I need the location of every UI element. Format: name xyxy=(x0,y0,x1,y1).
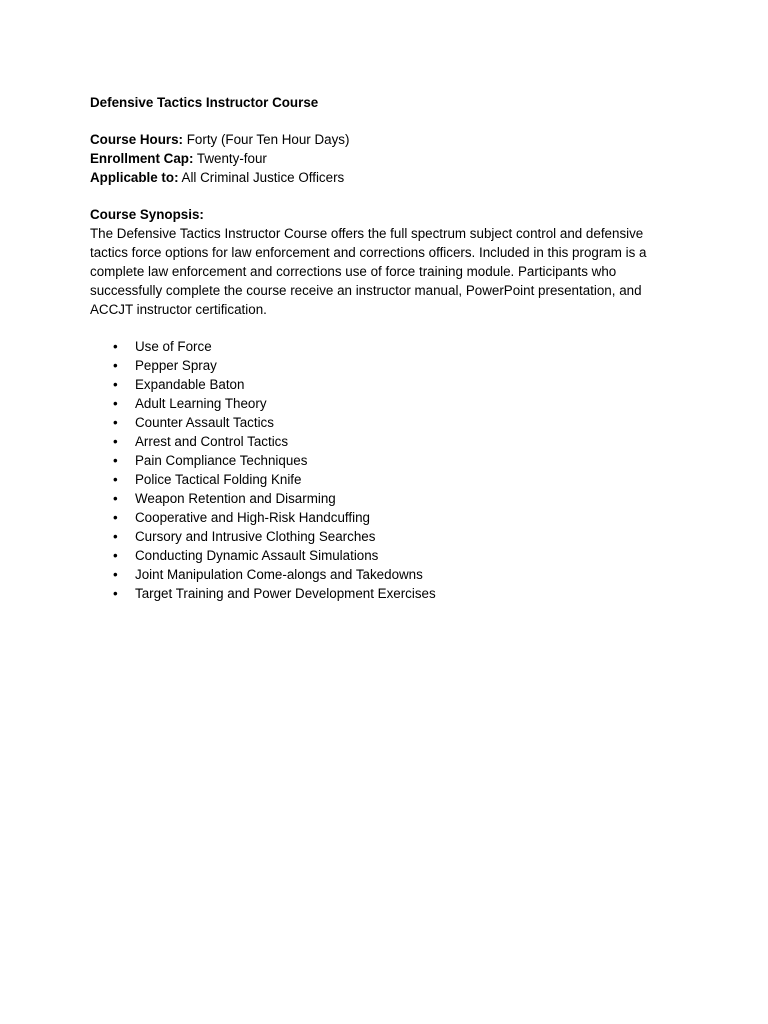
synopsis-line: complete law enforcement and corrections use of force training module. Participants who xyxy=(90,264,617,279)
bullet-icon: • xyxy=(113,453,118,468)
document-title: Defensive Tactics Instructor Course xyxy=(90,95,319,110)
bullet-icon: • xyxy=(113,396,118,411)
topic-label: Conducting Dynamic Assault Simulations xyxy=(135,548,379,563)
topic-label: Adult Learning Theory xyxy=(135,396,267,411)
bullet-icon: • xyxy=(113,567,118,582)
bullet-icon: • xyxy=(113,434,118,449)
spacer xyxy=(90,319,690,337)
topic-label: Cooperative and High-Risk Handcuffing xyxy=(135,510,370,525)
list-item xyxy=(90,451,690,470)
bullet-icon: • xyxy=(113,510,118,525)
topic-label: Weapon Retention and Disarming xyxy=(135,491,336,506)
synopsis-paragraph xyxy=(90,224,678,319)
list-item xyxy=(90,470,690,489)
bullet-icon: • xyxy=(113,339,118,354)
bullet-icon: • xyxy=(113,377,118,392)
topic-label: Pain Compliance Techniques xyxy=(135,453,308,468)
list-item xyxy=(90,565,690,584)
topic-label: Expandable Baton xyxy=(135,377,245,392)
list-item xyxy=(90,356,690,375)
bullet-icon: • xyxy=(113,529,118,544)
list-item xyxy=(90,413,690,432)
topic-label: Pepper Spray xyxy=(135,358,217,373)
bullet-icon: • xyxy=(113,586,118,601)
list-item xyxy=(90,337,690,356)
bullet-icon: • xyxy=(113,358,118,373)
topic-label: Cursory and Intrusive Clothing Searches xyxy=(135,529,376,544)
bullet-icon: • xyxy=(113,491,118,506)
list-item xyxy=(90,508,690,527)
applicable-to-label: Applicable to: xyxy=(90,170,179,185)
enrollment-cap-line xyxy=(90,149,690,168)
list-item xyxy=(90,527,690,546)
course-info xyxy=(90,130,690,187)
bullet-icon: • xyxy=(113,548,118,563)
bullet-icon: • xyxy=(113,415,118,430)
topic-label: Target Training and Power Development Exercises xyxy=(135,586,436,601)
bullet-icon: • xyxy=(113,472,118,487)
course-hours-value: Forty (Four Ten Hour Days) xyxy=(183,132,350,147)
topic-label: Arrest and Control Tactics xyxy=(135,434,289,449)
topic-label: Police Tactical Folding Knife xyxy=(135,472,302,487)
synopsis-heading: Course Synopsis: xyxy=(90,207,204,222)
course-hours-label: Course Hours: xyxy=(90,132,184,147)
synopsis-line: The Defensive Tactics Instructor Course offers the full spectrum subject control and defensive xyxy=(90,226,644,241)
list-item xyxy=(90,546,690,565)
list-item xyxy=(90,394,690,413)
topic-label: Counter Assault Tactics xyxy=(135,415,274,430)
synopsis-line: ACCJT instructor certification. xyxy=(90,302,267,317)
topic-label: Use of Force xyxy=(135,339,212,354)
topic-list xyxy=(90,337,690,603)
topic-label: Joint Manipulation Come-alongs and Takedowns xyxy=(135,567,423,582)
enrollment-cap-label: Enrollment Cap: xyxy=(90,151,194,166)
spacer xyxy=(90,187,690,205)
course-hours-line xyxy=(90,130,690,149)
enrollment-cap-value: Twenty-four xyxy=(193,151,267,166)
list-item xyxy=(90,375,690,394)
synopsis-line: successfully complete the course receive an instructor manual, PowerPoint presentation, and xyxy=(90,283,642,298)
list-item xyxy=(90,584,690,603)
synopsis-line: tactics force options for law enforcement and corrections officers. Included in this program is a xyxy=(90,245,647,260)
spacer xyxy=(90,112,690,130)
applicable-to-value: All Criminal Justice Officers xyxy=(178,170,345,185)
applicable-to-line xyxy=(90,168,690,187)
list-item xyxy=(90,432,690,451)
list-item xyxy=(90,489,690,508)
document-page xyxy=(90,93,690,603)
